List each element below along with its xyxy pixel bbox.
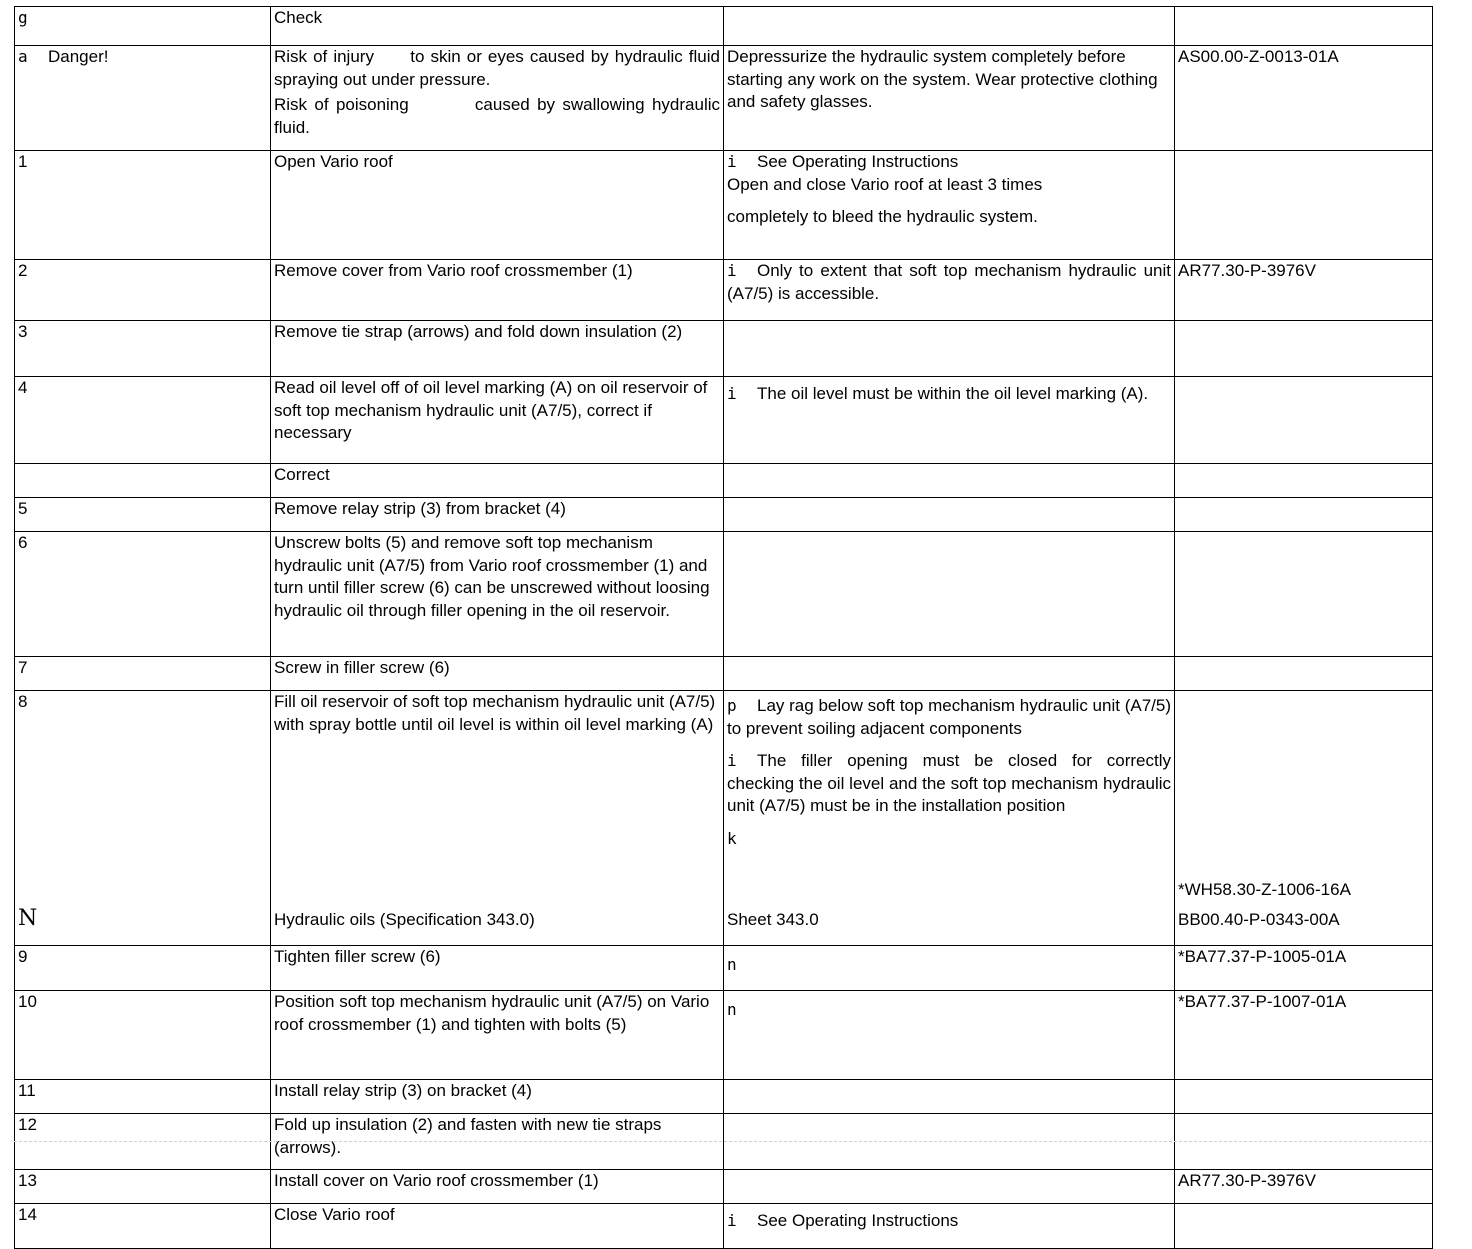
step-note-cell: [724, 691, 1175, 946]
step-number: 6: [15, 532, 271, 657]
risk-injury: Risk of injury to skin or eyes caused by hydraulic fluid spraying out under pressure.: [274, 47, 720, 89]
correct-label: Correct: [271, 464, 724, 498]
step-note: [724, 991, 1175, 1080]
step-note-rag: p Lay rag below soft top mechanism hydraulic unit (A7/5) to prevent soiling adjacent components: [727, 696, 1171, 738]
step-row-14: [15, 1204, 1433, 1249]
step-doc-cell: [1175, 691, 1433, 946]
step-row-5: [15, 498, 1433, 532]
material-name: Hydraulic oils (Specification 343.0): [274, 909, 535, 929]
danger-doc-ref[interactable]: AS00.00-Z-0013-01A: [1175, 46, 1433, 151]
material-icon: N: [18, 905, 38, 931]
step-doc-ref[interactable]: AR77.30-P-3976V: [1175, 1170, 1433, 1204]
step-action: Install relay strip (3) on bracket (4): [271, 1080, 724, 1114]
danger-label: Danger!: [48, 47, 109, 66]
step-note: i Only to extent that soft top mechanism hydraulic unit (A7/5) is accessible.: [724, 260, 1175, 321]
danger-icon: a: [18, 47, 28, 66]
risk-poisoning: Risk of poisoning caused by swallowing hydraulic fluid.: [274, 95, 720, 137]
k-symbol-icon: k: [727, 828, 737, 848]
danger-label-cell: [15, 46, 271, 151]
step-action: Install cover on Vario roof crossmember (1): [271, 1170, 724, 1204]
step-number: 11: [15, 1080, 271, 1114]
step-row-10: [15, 991, 1433, 1080]
material-sheet: Sheet 343.0: [727, 909, 819, 929]
step-action: Fold up insulation (2) and fasten with new tie straps (arrows).: [271, 1114, 724, 1170]
step-note: [724, 946, 1175, 991]
tightening-torque-icon: n: [727, 1000, 737, 1019]
step-number: 1: [15, 151, 271, 260]
scan-artifact-line: [14, 1141, 1432, 1143]
step-action: Fill oil reservoir of soft top mechanism hydraulic unit (A7/5) with spray bottle until oil level is within oil level marking (A): [274, 692, 716, 734]
step-number: 5: [15, 498, 271, 532]
step-number: 3: [15, 321, 271, 377]
check-symbol-icon: g: [18, 8, 28, 27]
danger-row: [15, 46, 1433, 151]
step-number: 13: [15, 1170, 271, 1204]
step-row-2: [15, 260, 1433, 321]
danger-measure: Depressurize the hydraulic system completely before starting any work on the system. Wear protective clothing and safety glasses.: [724, 46, 1175, 151]
step-doc-ref[interactable]: AR77.30-P-3976V: [1175, 260, 1433, 321]
step-note: i The oil level must be within the oil level marking (A).: [724, 377, 1175, 464]
step-number-cell: [15, 691, 271, 946]
step-doc-ref[interactable]: *BA77.37-P-1007-01A: [1175, 991, 1433, 1080]
material-doc-ref[interactable]: BB00.40-P-0343-00A: [1178, 909, 1340, 929]
step-note-filler: i The filler opening must be closed for correctly checking the oil level and the soft top mechanism hydraulic unit (A7/5) must be in the installation position: [727, 751, 1171, 815]
step-action: Remove relay strip (3) from bracket (4): [271, 498, 724, 532]
step-action: Remove tie strap (arrows) and fold down insulation (2): [271, 321, 724, 377]
step-row-13: [15, 1170, 1433, 1204]
procedure-table: [14, 6, 1433, 1249]
correct-row: [15, 464, 1433, 498]
step-action: Close Vario roof: [271, 1204, 724, 1249]
step-action: Screw in filler screw (6): [271, 657, 724, 691]
info-icon: i: [727, 261, 737, 280]
step-action: Remove cover from Vario roof crossmember (1): [271, 260, 724, 321]
step-doc-ref[interactable]: *BA77.37-P-1005-01A: [1175, 946, 1433, 991]
step-number: 7: [15, 657, 271, 691]
k-doc-ref[interactable]: *WH58.30-Z-1006-16A: [1178, 879, 1351, 899]
step-action: Tighten filler screw (6): [271, 946, 724, 991]
step-row-9: [15, 946, 1433, 991]
step-row-6: [15, 532, 1433, 657]
step-action: Unscrew bolts (5) and remove soft top mechanism hydraulic unit (A7/5) from Vario roof crossmember (1) and turn until filler screw (6) can be unscrewed without loosing hydraulic oil through filler opening in the oil reservoir.: [271, 532, 724, 657]
info-icon: i: [727, 384, 737, 403]
step-row-1: [15, 151, 1433, 260]
step-number: 12: [15, 1114, 271, 1170]
step-number: 2: [15, 260, 271, 321]
step-action: Position soft top mechanism hydraulic unit (A7/5) on Vario roof crossmember (1) and tighten with bolts (5): [271, 991, 724, 1080]
step-row-4: [15, 377, 1433, 464]
step-number: 10: [15, 991, 271, 1080]
step-row-3: [15, 321, 1433, 377]
header-symbol-cell: [15, 7, 271, 46]
step-row-7: [15, 657, 1433, 691]
info-icon: i: [727, 751, 737, 770]
practical-tip-icon: p: [727, 696, 737, 715]
step-number: 9: [15, 946, 271, 991]
step-action-cell: [271, 691, 724, 946]
tightening-torque-icon: n: [727, 955, 737, 974]
step-number: 4: [15, 377, 271, 464]
step-row-8: [15, 691, 1433, 946]
step-note: i See Operating Instructions: [724, 1204, 1175, 1249]
header-row: [15, 7, 1433, 46]
step-note: i See Operating Instructions Open and close Vario roof at least 3 times completely to bleed the hydraulic system.: [724, 151, 1175, 260]
info-icon: i: [727, 152, 737, 171]
danger-risks-cell: [271, 46, 724, 151]
step-number: 8: [18, 692, 28, 711]
info-icon: i: [727, 1211, 737, 1230]
step-number: 14: [15, 1204, 271, 1249]
step-action: Read oil level off of oil level marking (A) on oil reservoir of soft top mechanism hydraulic unit (A7/5), correct if necessary: [271, 377, 724, 464]
step-row-11: [15, 1080, 1433, 1114]
header-title: Check: [271, 7, 724, 46]
step-action: Open Vario roof: [271, 151, 724, 260]
